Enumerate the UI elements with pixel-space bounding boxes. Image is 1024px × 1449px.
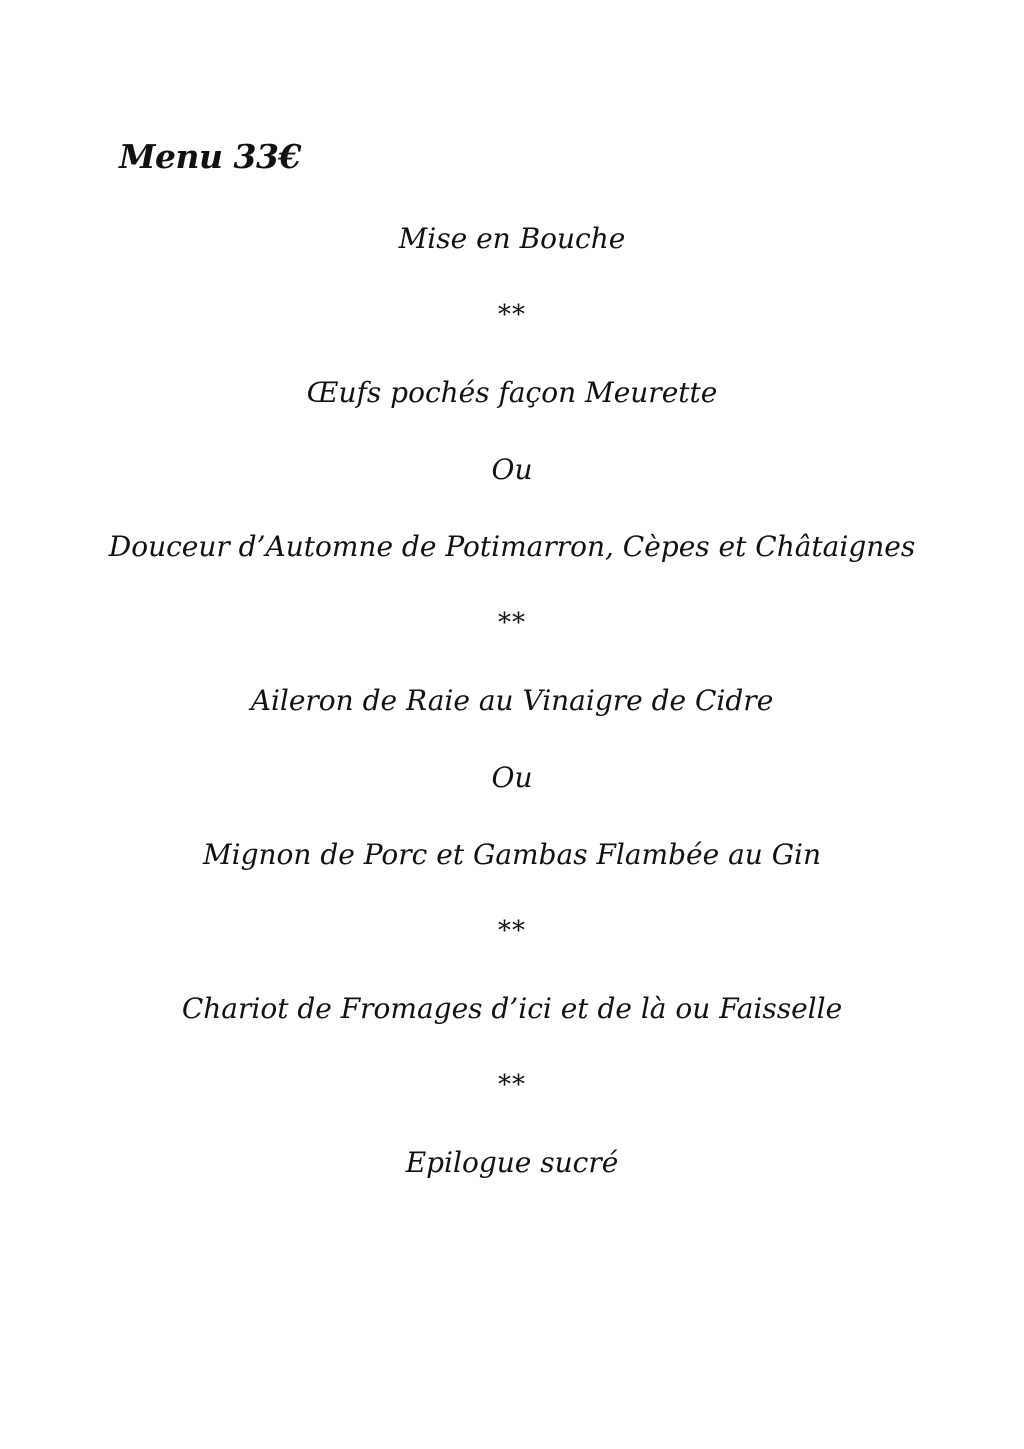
menu-course-aileron-de-raie: Aileron de Raie au Vinaigre de Cidre [250,684,774,717]
stars-separator: ** [498,916,526,946]
or-connector: Ou [491,453,533,486]
menu-course-mise-en-bouche: Mise en Bouche [398,222,626,255]
menu-course-mignon-de-porc: Mignon de Porc et Gambas Flambée au Gin [202,838,822,871]
menu-course-douceur-automne: Douceur d’Automne de Potimarron, Cèpes et Châtaignes [108,530,916,563]
stars-separator: ** [498,608,526,638]
or-connector: Ou [491,761,533,794]
menu-lines [0,200,1024,1201]
menu-course-epilogue-sucre: Epilogue sucré [405,1146,619,1179]
menu-title: Menu 33€ [119,137,301,176]
stars-separator: ** [498,1070,526,1100]
menu-course-chariot-de-fromages: Chariot de Fromages d’ici et de là ou Faisselle [181,992,843,1025]
menu-course-oeufs-poches: Œufs pochés façon Meurette [306,376,718,409]
stars-separator: ** [498,300,526,330]
